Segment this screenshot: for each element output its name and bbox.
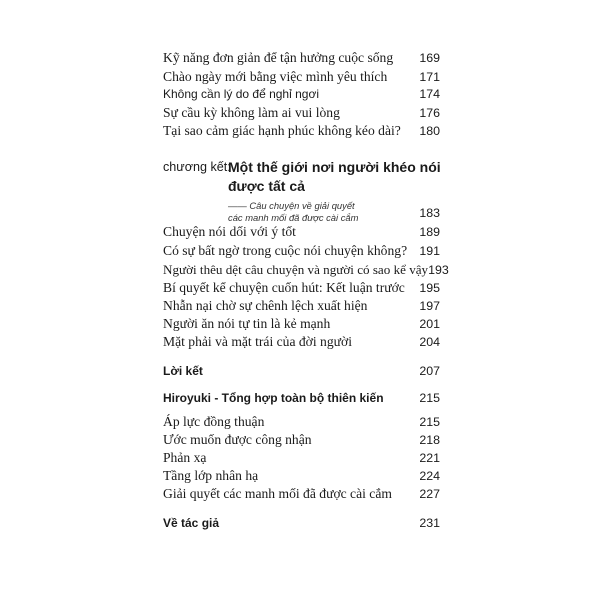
chapter-title-line: Một thế giới nơi người khéo nói: [228, 159, 441, 175]
toc-entry-page: 193: [428, 263, 449, 277]
chapter-subtitle-line: —— Câu chuyện về giải quyết: [228, 200, 355, 211]
toc-entry-title: Về tác giả: [163, 516, 220, 530]
toc-entry-page: 204: [419, 335, 440, 349]
toc-entry-page: 207: [419, 364, 440, 378]
toc-entry-title: Phản xạ: [163, 450, 207, 465]
toc-entry-page: 169: [419, 51, 440, 65]
toc-entry-title: Tại sao cảm giác hạnh phúc không kéo dài?: [163, 123, 401, 138]
toc-entry-title: Lời kết: [163, 364, 203, 378]
toc-entry: [163, 316, 440, 332]
toc-entry-title: Áp lực đồng thuận: [163, 414, 265, 429]
toc-entry: [163, 298, 440, 314]
chapter-title-line: được tất cả: [228, 178, 305, 194]
toc-entry: [163, 243, 440, 259]
toc-entry-title: Giải quyết các manh mối đã được cài cắm: [163, 486, 392, 501]
chapter-subtitle: [228, 200, 358, 224]
toc-entry-page: 215: [419, 391, 440, 405]
toc-entry: [163, 486, 440, 502]
toc-entry: [163, 224, 440, 240]
toc-entry-page: 195: [419, 281, 440, 295]
toc-entry-title: Bí quyết kể chuyện cuốn hút: Kết luận trước: [163, 280, 405, 295]
toc-entry: [163, 262, 449, 278]
chapter-page: 183: [419, 206, 440, 220]
toc-entry: [163, 450, 440, 466]
toc-entry: [163, 50, 440, 66]
toc-entry-title: Hiroyuki - Tổng hợp toàn bộ thiên kiến: [163, 391, 384, 405]
chapter-label: chương kết:: [163, 160, 231, 174]
toc-entry-page: 227: [419, 487, 440, 501]
toc-entry-page: 215: [419, 415, 440, 429]
toc-entry-title: Tầng lớp nhân hạ: [163, 468, 259, 483]
toc-entry: [163, 105, 440, 121]
toc-entry-page: 191: [419, 244, 440, 258]
toc-entry-page: 218: [419, 433, 440, 447]
chapter-title: [228, 158, 441, 196]
toc-entry-page: 201: [419, 317, 440, 331]
toc-entry-page: 231: [419, 516, 440, 530]
toc-entry-page: 221: [419, 451, 440, 465]
toc-entry-title: Nhẫn nại chờ sự chênh lệch xuất hiện: [163, 298, 368, 313]
toc-entry-title: Người ăn nói tự tin là kẻ mạnh: [163, 316, 331, 331]
toc-entry-page: 180: [419, 124, 440, 138]
toc-entry: [163, 280, 440, 296]
toc-entry-title: Có sự bất ngờ trong cuộc nói chuyện không?: [163, 243, 408, 258]
toc-entry-page: 176: [419, 106, 440, 120]
toc-entry: [163, 468, 440, 484]
toc-entry-page: 171: [419, 70, 440, 84]
toc-entry: [163, 334, 440, 350]
chapter-subtitle-line: các manh mối đã được cài cắm: [228, 212, 359, 223]
toc-entry: [163, 414, 440, 430]
toc-entry-title: Mặt phải và mặt trái của đời người: [163, 334, 352, 349]
toc-entry: [163, 123, 440, 139]
toc-entry-page: 197: [419, 299, 440, 313]
toc-entry-title: Chuyện nói dối với ý tốt: [163, 224, 296, 239]
toc-entry-page: 174: [419, 87, 440, 101]
toc-entry-title: Sự cầu kỳ không làm ai vui lòng: [163, 105, 340, 120]
toc-entry-ve-tac-gia: [163, 516, 440, 530]
toc-entry-hiroyuki: [163, 391, 440, 405]
toc-entry: [163, 432, 440, 448]
toc-entry-page: 224: [419, 469, 440, 483]
toc-entry-title: Chào ngày mới bằng việc mình yêu thích: [163, 69, 388, 84]
toc-entry-title: Không cần lý do để nghỉ ngơi: [163, 87, 319, 101]
toc-entry-loi-ket: [163, 364, 440, 378]
toc-entry-title: Người thêu dệt câu chuyện và người có sao kể vậy: [163, 262, 429, 277]
toc-entry: [163, 69, 440, 85]
toc-entry-title: Kỹ năng đơn giản để tận hưởng cuộc sống: [163, 50, 394, 65]
toc-entry: [163, 87, 440, 101]
toc-entry-title: Ước muốn được công nhận: [163, 432, 312, 447]
toc-entry-page: 189: [419, 225, 440, 239]
